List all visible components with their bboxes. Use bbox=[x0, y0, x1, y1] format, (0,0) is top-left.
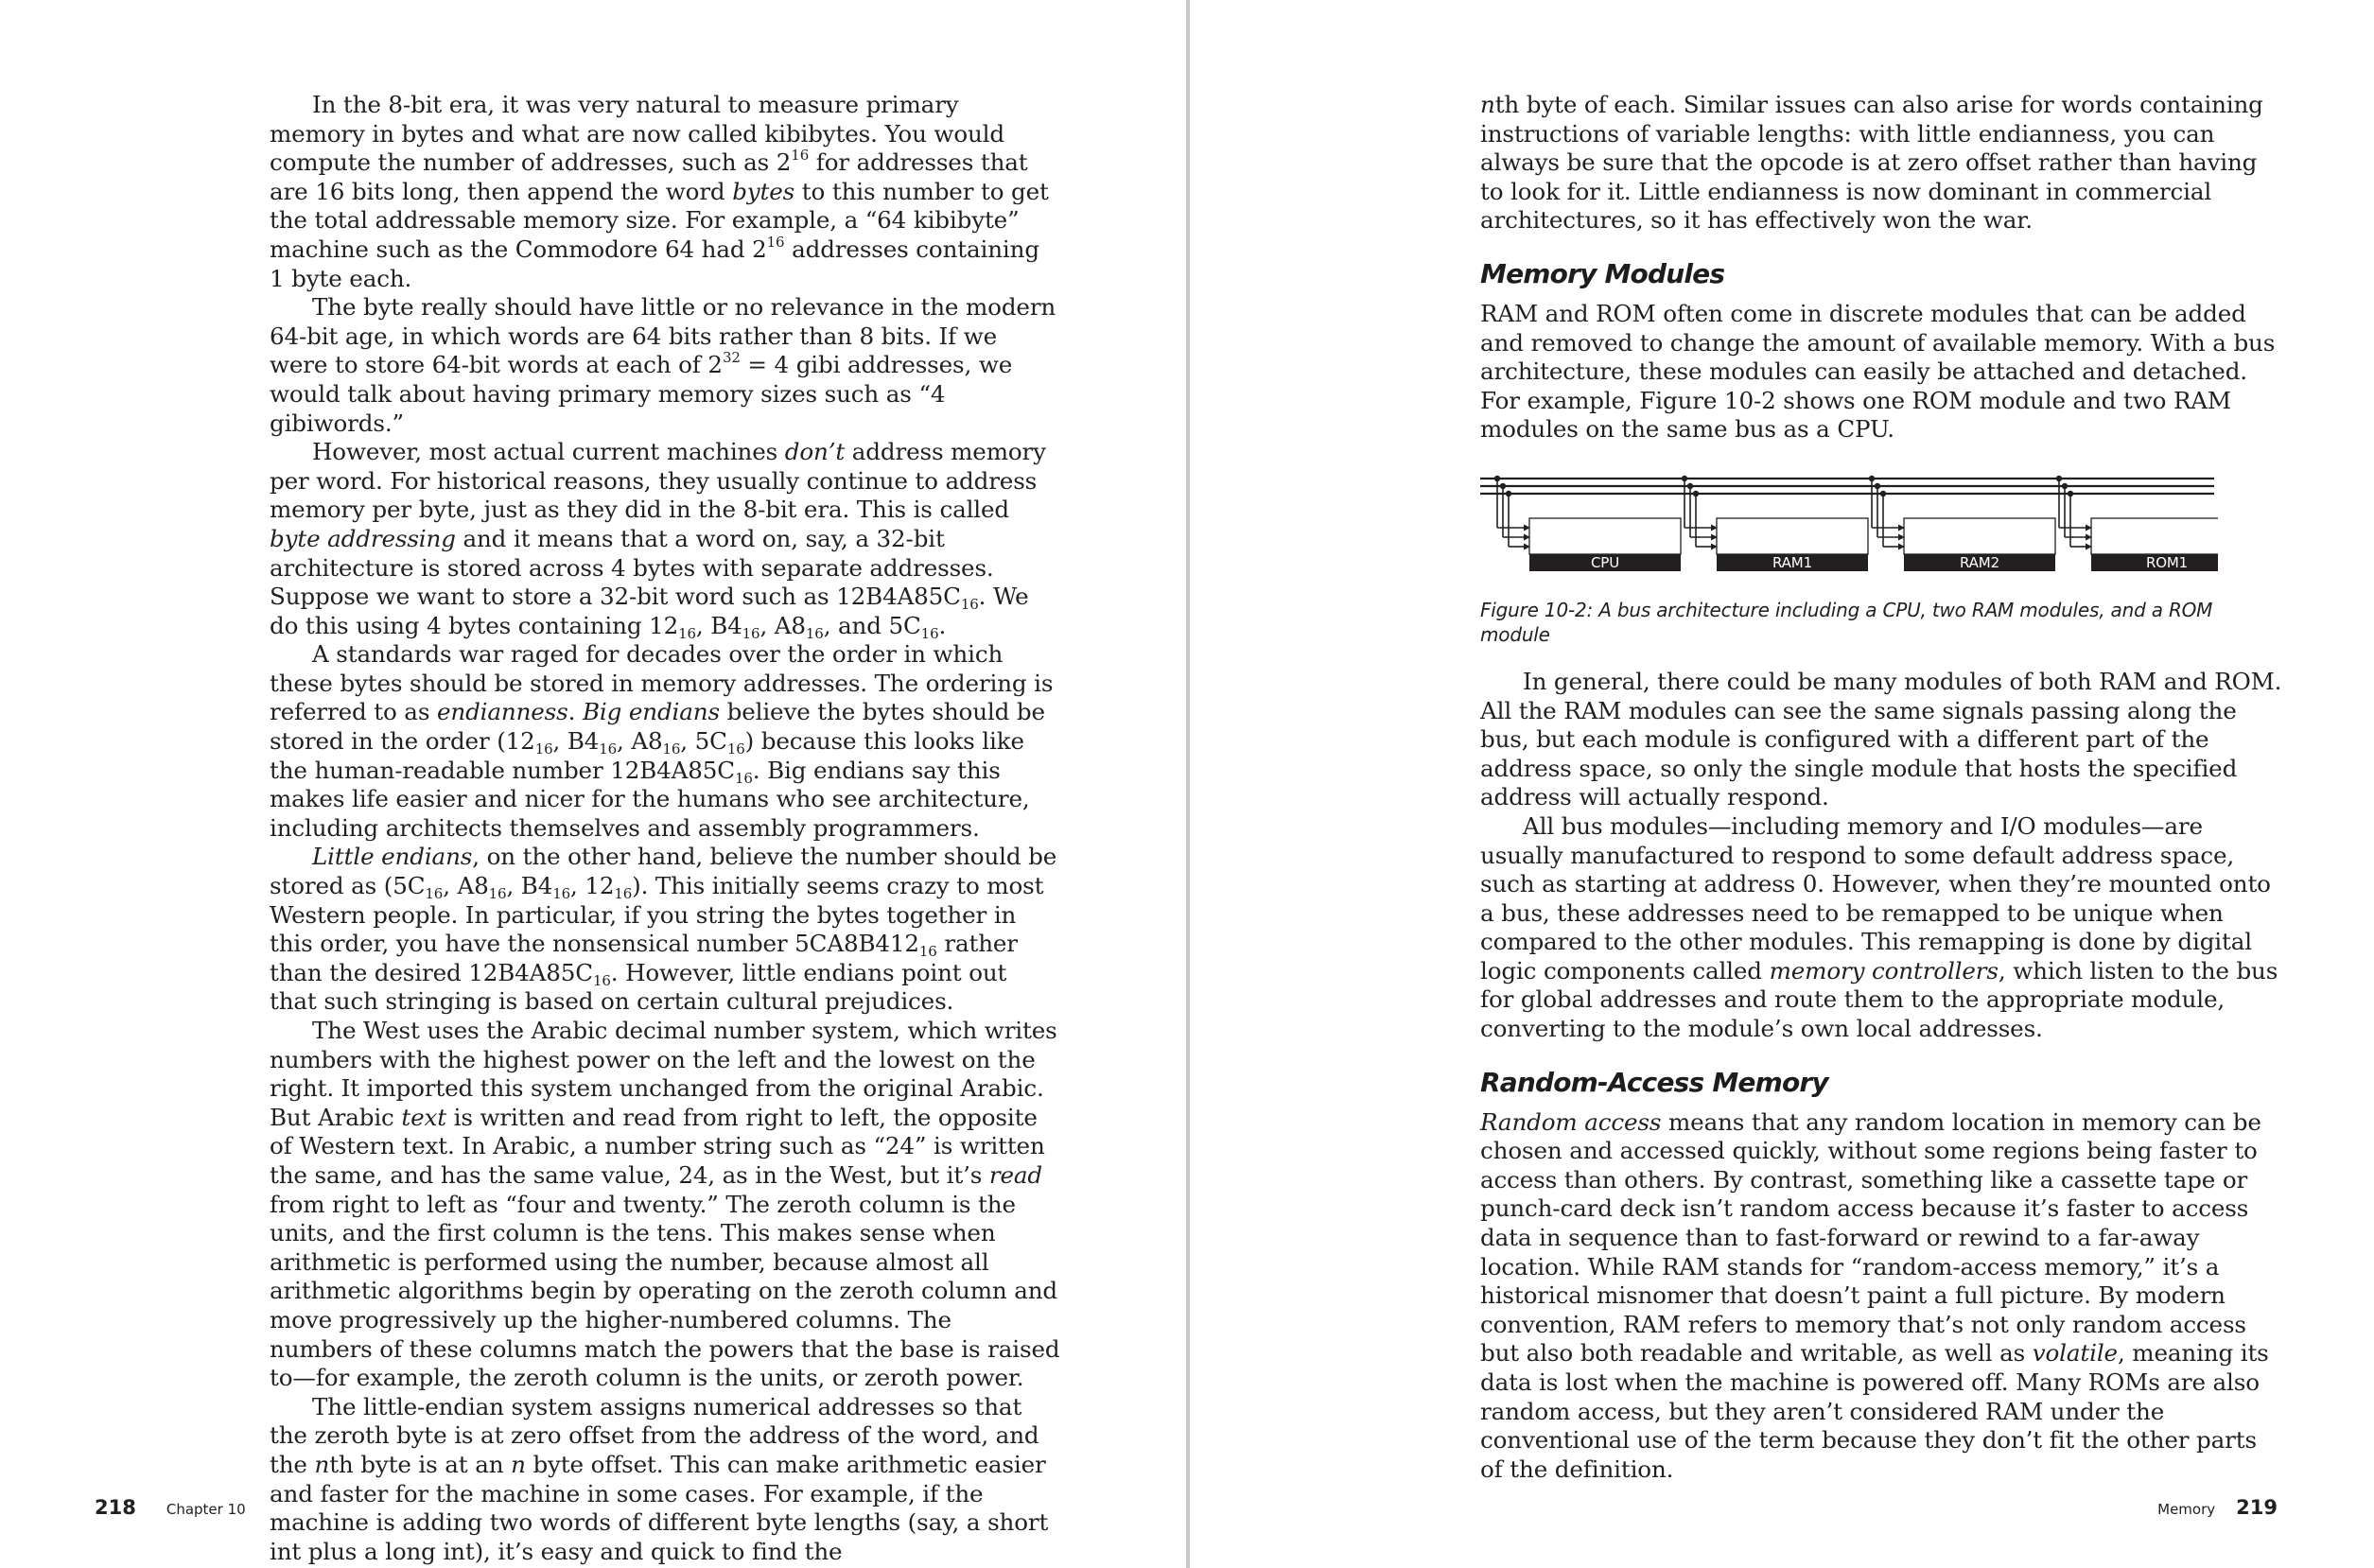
subscript: 16 bbox=[592, 971, 611, 989]
text-run: for addresses that are 16 bits long, then append the word bbox=[270, 148, 1028, 205]
text-run: addresses containing 1 byte each. bbox=[270, 235, 1039, 292]
subscript: 16 bbox=[678, 624, 696, 642]
text-run: , A8 bbox=[443, 872, 489, 900]
body-paragraph bbox=[270, 91, 1060, 293]
text-run: byte offset. This can make arithmetic easier and faster for the machine in some cases. For example, if the machine is adding two words of different byte lengths (say, a short int plus a long int), it’s easy and quick to find the bbox=[270, 1450, 1049, 1565]
emphasis: bytes bbox=[732, 177, 795, 205]
module-label-rom1: ROM1 bbox=[2145, 553, 2189, 571]
emphasis: volatile bbox=[2032, 1339, 2118, 1368]
module-box bbox=[1904, 518, 2055, 554]
text-run: to this number to get the total addressable memory size. For example, a “64 kibibyte” machine such as the Commodore 64 had 2 bbox=[270, 177, 1049, 263]
body-paragraph bbox=[270, 1393, 1060, 1567]
text-run: address memory per word. For historical reasons, they usually continue to address memory per byte, just as they did in the 8-bit era. This is called bbox=[270, 438, 1046, 524]
subscript: 16 bbox=[552, 885, 571, 903]
emphasis: byte addressing bbox=[270, 524, 456, 552]
emphasis: text bbox=[401, 1103, 446, 1131]
emphasis: memory controllers bbox=[1769, 956, 1999, 984]
body-paragraph bbox=[270, 640, 1060, 843]
emphasis: n bbox=[511, 1450, 526, 1478]
emphasis: endianness bbox=[436, 698, 568, 726]
emphasis: read bbox=[988, 1160, 1042, 1189]
text-run: . bbox=[567, 698, 583, 726]
text-run: = 4 gibi addresses, we would talk about having primary memory sizes such as “4 gibiwords.” bbox=[270, 351, 1013, 437]
continued-paragraph bbox=[1480, 91, 2286, 235]
right-page-footer bbox=[2157, 1496, 2278, 1519]
section-heading-memory-modules: Memory Modules bbox=[1480, 257, 1725, 289]
left-page-text bbox=[270, 91, 1060, 1566]
superscript: 32 bbox=[722, 349, 741, 367]
body-paragraph bbox=[270, 843, 1060, 1017]
text-run: . bbox=[938, 611, 947, 639]
module-label-cpu: CPU bbox=[1590, 553, 1620, 571]
module-label-ram2: RAM2 bbox=[1960, 553, 1999, 571]
text-run: is written and read from right to left, the opposite of Western text. In Arabic, a number string such as “24” is written the same, and has the same value, 24, as in the West, but it’s bbox=[270, 1103, 1045, 1189]
subscript: 16 bbox=[805, 624, 824, 642]
text-run: , A8 bbox=[759, 611, 806, 639]
page-number: 218 bbox=[95, 1496, 136, 1519]
text-run: , meaning its data is lost when the machine is powered off. Many ROMs are also random access, but they aren’t considered RAM under the conventional use of the term because they don’t fit the other parts of the definition. bbox=[1480, 1339, 2269, 1483]
subscript: 16 bbox=[960, 596, 979, 614]
body-paragraph bbox=[1480, 91, 2286, 235]
text-run: The byte really should have little or no relevance in the modern 64-bit age, in which words are 64 bits rather than 8 bits. If we were to store 64-bit words at each of 2 bbox=[270, 293, 1056, 379]
body-paragraph bbox=[1480, 812, 2286, 1044]
text-run: th byte is at an bbox=[329, 1450, 512, 1478]
body-paragraph bbox=[270, 1017, 1060, 1393]
text-run: , on the other hand, believe the number should be stored as (5C bbox=[270, 843, 1057, 900]
subscript: 16 bbox=[599, 740, 618, 758]
text-run: In the 8-bit era, it was very natural to measure primary memory in bytes and what are now called kibibytes. You would compute the number of addresses, such as 2 bbox=[270, 91, 1004, 177]
text-run: , and 5C bbox=[823, 611, 921, 639]
text-run: means that any random location in memory can be chosen and accessed quickly, without some regions being faster to access than others. By contrast, something like a cassette tape or punch-card deck isn’t random access because it’s faster to access data in sequence than to fast-forward or rewind to a far-away location. While RAM stands for “random-access memory,” it’s a historical misnomer that doesn’t paint a full picture. By modern convention, RAM refers to memory that’s not only random access but also both readable and writable, as well as bbox=[1480, 1107, 2261, 1368]
subscript: 16 bbox=[425, 885, 444, 903]
subscript: 16 bbox=[920, 624, 939, 642]
text-run: In general, there could be many modules of both RAM and ROM. All the RAM modules can see the same signals passing along the bus, but each module is configured with a different part of the address space, so only the single module that hosts the specified address will actually respond. bbox=[1480, 667, 2282, 811]
section-body bbox=[1480, 300, 2286, 444]
section-heading-random-access-memory: Random-Access Memory bbox=[1480, 1066, 1828, 1098]
text-run: A standards war raged for decades over the order in which these bytes should be stored in memory addresses. The ordering is referred to as bbox=[270, 640, 1054, 726]
subscript: 16 bbox=[488, 885, 507, 903]
text-run: , 5C bbox=[680, 727, 727, 756]
superscript: 16 bbox=[766, 233, 785, 251]
text-run: However, most actual current machines bbox=[312, 438, 785, 466]
text-run: ) because this looks like the human-readable number 12B4A85C bbox=[270, 727, 1024, 784]
text-run: , which listen to the bus for global addresses and route them to the appropriate module, converting to the module’s own local addresses. bbox=[1480, 956, 2278, 1043]
body-paragraph bbox=[270, 438, 1060, 640]
text-run: . However, little endians point out that such stringing is based on certain cultural prejudices. bbox=[270, 958, 1007, 1016]
text-run: th byte of each. Similar issues can also arise for words containing instructions of variable lengths: with little endianness, you can always be sure that the opcode is at zero offset rather than having to look for it. Little endianness is now dominant in commercial architectures, so it has effectively won the war. bbox=[1480, 91, 2263, 235]
text-run: . Big endians say this makes life easier and nicer for the humans who see architecture, including architects themselves and assembly programmers. bbox=[270, 756, 1030, 842]
module-box bbox=[1717, 518, 1868, 554]
module-label-ram1: RAM1 bbox=[1772, 553, 1812, 571]
text-run: , B4 bbox=[506, 872, 553, 900]
emphasis: Little endians bbox=[312, 843, 473, 871]
text-run: All bus modules—including memory and I/O modules—are usually manufactured to respond to some default address space, such as starting at address 0. However, when they’re mounted onto a bus, these addresses need to be remapped to be unique when compared to the other modules. This remapping is done by digital logic components called bbox=[1480, 811, 2271, 984]
text-run: and it means that a word on, say, a 32-bit architecture is stored across 4 bytes with separate addresses. Suppose we want to store a 32-bit word such as 12B4A85C bbox=[270, 524, 994, 611]
body-paragraph bbox=[270, 293, 1060, 438]
text-run: The little-endian system assigns numerical addresses so that the zeroth byte is at zero offset from the address of the word, and the bbox=[270, 1392, 1039, 1478]
text-run: , 12 bbox=[570, 872, 615, 900]
page-number: 219 bbox=[2236, 1496, 2278, 1519]
bus-architecture-figure bbox=[1480, 469, 2218, 590]
text-run: , A8 bbox=[617, 727, 663, 756]
subscript: 16 bbox=[614, 885, 633, 903]
text-run: rather than the desired 12B4A85C bbox=[270, 930, 1018, 986]
body-paragraph bbox=[1480, 668, 2286, 812]
emphasis: n bbox=[1480, 91, 1495, 118]
subscript: 16 bbox=[742, 624, 760, 642]
text-run: believe the bytes should be stored in the order (12 bbox=[270, 698, 1045, 756]
left-page bbox=[0, 0, 1186, 1568]
text-run: ). This initially seems crazy to most Western people. In particular, if you string the bytes together in this order, you have the nonsensical number 5CA8B412 bbox=[270, 872, 1044, 958]
body-paragraph bbox=[1480, 1108, 2286, 1485]
subscript: 16 bbox=[726, 740, 745, 758]
text-run: , B4 bbox=[552, 727, 600, 756]
superscript: 16 bbox=[791, 147, 810, 165]
figure-caption: Figure 10-2: A bus architecture including a CPU, two RAM modules, and a ROM module bbox=[1480, 598, 2213, 646]
text-run: , B4 bbox=[695, 611, 742, 639]
left-page-footer bbox=[95, 1496, 246, 1519]
right-page bbox=[1190, 0, 2374, 1568]
subscript: 16 bbox=[534, 740, 553, 758]
text-run: from right to left as “four and twenty.” The zeroth column is the units, and the first column is the tens. This makes sense when arithmetic is performed using the number, because almost all arithmetic algorithms begin by operating on the zeroth column and move progressively up the higher-numbered columns. The numbers of these columns match the powers that the base is raised to—for example, the zeroth column is the units, or zeroth power. bbox=[270, 1190, 1060, 1392]
running-head: Memory bbox=[2157, 1501, 2216, 1518]
emphasis: Big endians bbox=[582, 698, 720, 726]
bus-diagram bbox=[1480, 469, 2218, 590]
emphasis: Random access bbox=[1480, 1107, 1662, 1136]
text-run: RAM and ROM often come in discrete modules that can be added and removed to change the amount of available memory. With a bus architecture, these modules can easily be attached and detached. For example, Figure 10-2 shows one ROM module and two RAM modules on the same bus as a CPU. bbox=[1480, 299, 2276, 444]
text-run: . We do this using 4 bytes containing 12 bbox=[270, 583, 1029, 639]
emphasis: don’t bbox=[784, 438, 846, 466]
running-head: Chapter 10 bbox=[166, 1501, 246, 1518]
right-page-text bbox=[1480, 91, 2286, 1484]
subscript: 16 bbox=[918, 943, 937, 961]
subscript: 16 bbox=[662, 740, 681, 758]
module-box bbox=[2091, 518, 2218, 554]
emphasis: n bbox=[314, 1450, 330, 1478]
text-run: The West uses the Arabic decimal number system, which writes numbers with the highest power on the left and the lowest on the right. It imported this system unchanged from the original Arabic. But Arabic bbox=[270, 1017, 1057, 1131]
section-body bbox=[1480, 668, 2286, 1044]
subscript: 16 bbox=[734, 769, 753, 787]
module-box bbox=[1529, 518, 1681, 554]
section-body bbox=[1480, 1108, 2286, 1485]
body-paragraph bbox=[1480, 300, 2286, 444]
